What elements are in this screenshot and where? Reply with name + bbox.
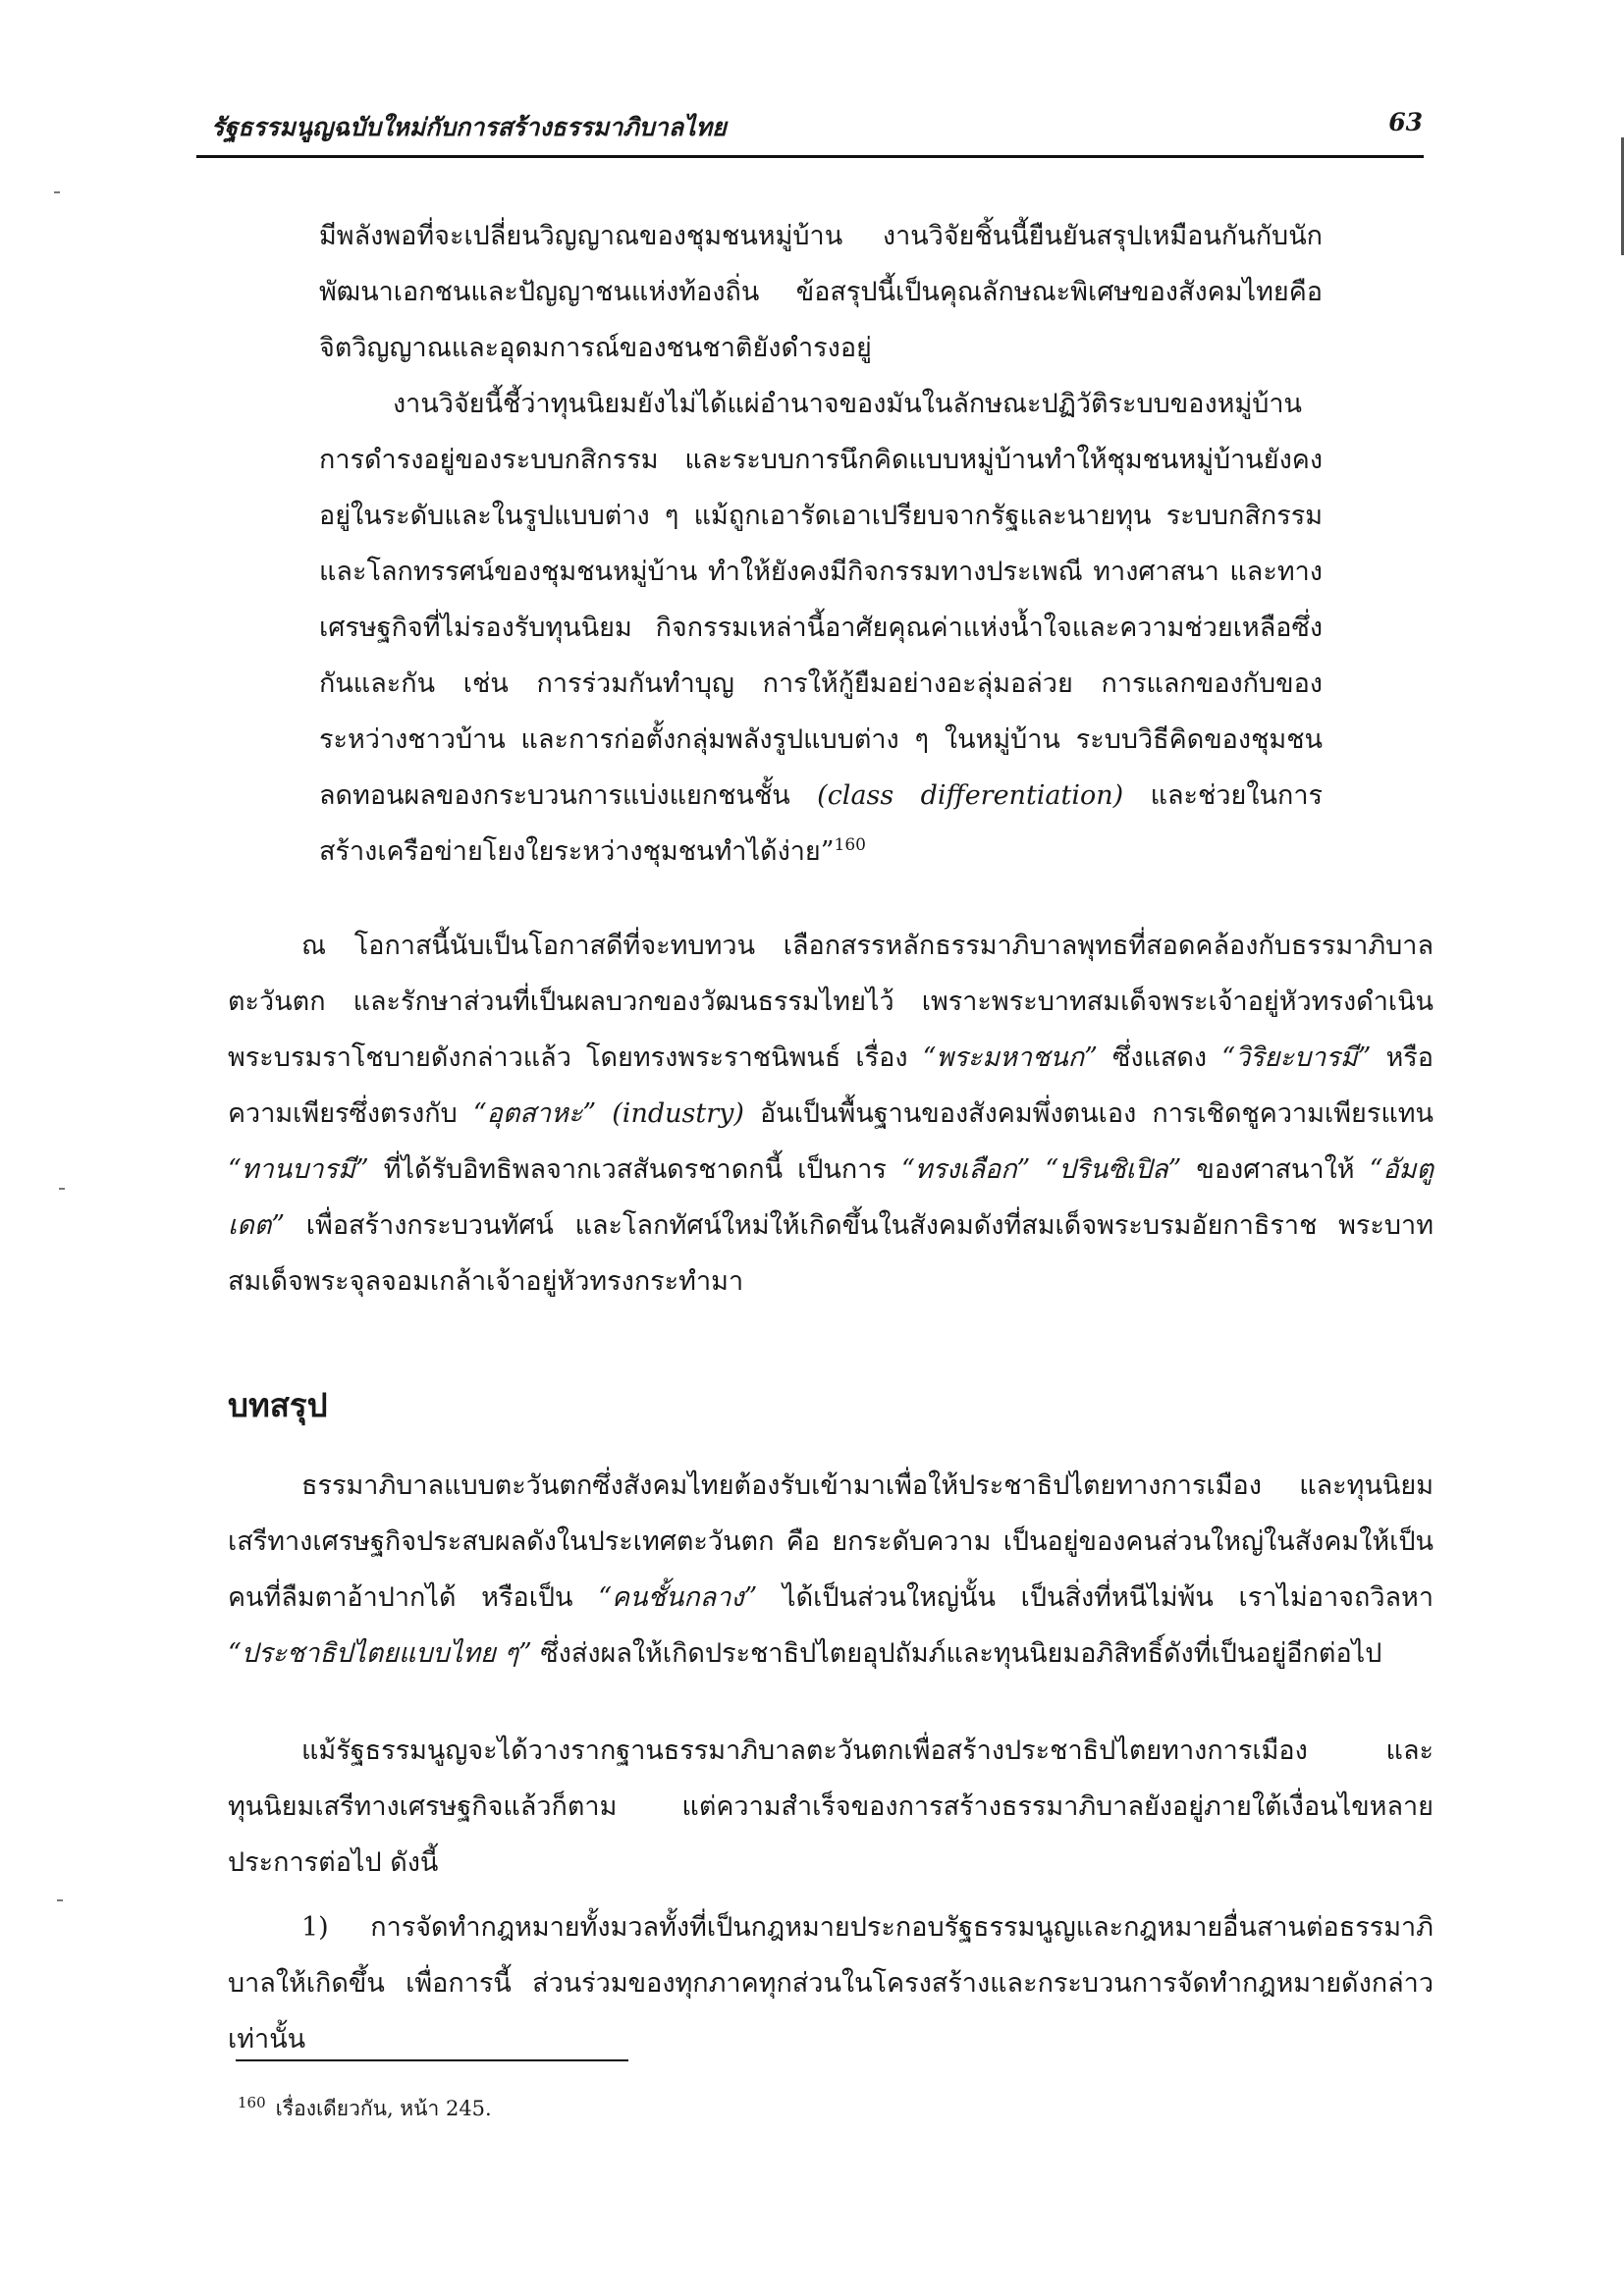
scan-speck [57, 1899, 63, 1901]
term-middle-class: “คนชั้นกลาง” [598, 1582, 758, 1613]
body-text-g: เพื่อสร้างกระบวนทัศน์ และโลกทัศน์ใหม่ให้เกิดขึ้นในสังคมดังที่สมเด็จพระบรมอัยกาธิราช พระบาทสมเด็จพระจุลจอมเกล้าเจ้าอยู่หัวทรงกระทำมา [228, 1210, 1434, 1297]
term-viriya: “วิริยะบารมี” [1221, 1042, 1372, 1073]
block-quote [319, 208, 1323, 880]
conclusion-text-a: ธรรมาภิบาลแบบตะวันตกซึ่งสังคมไทยต้องรับเข้ามาเพื่อให้ประชาธิปไตยทางการเมือง และทุนนิยมเสรีทางเศรษฐกิจประสบผลดังในประเทศตะวันตก คือ ยกระดับความ เป็นอยู่ของคนส่วนใหญ่ในสังคมให้เป็นคนที่ลืมตาอ้าปากได้ หรือเป็น [228, 1470, 1434, 1613]
footnote-text: เรื่องเดียวกัน, หน้า 245. [275, 2097, 492, 2120]
footnote-rule [236, 2059, 628, 2061]
quote-paragraph-2 [319, 376, 1323, 880]
term-utsaha: “อุตสาหะ” (industry) [472, 1098, 744, 1129]
footnote-reference: 160 [834, 835, 866, 855]
running-title: รัฐธรรมนูญฉบับใหม่กับการสร้างธรรมาภิบาลไทย [211, 113, 727, 141]
term-update: “อัมตูเดต” [228, 1154, 1434, 1241]
quote-text-a: งานวิจัยนี้ชี้ว่าทุนนิยมยังไม่ได้แผ่อำนาจของมันในลักษณะปฏิวัติระบบของหมู่บ้าน การดำรงอยู่ของระบบกสิกรรม และระบบการนึกคิดแบบหมู่บ้านทำให้ชุมชนหมู่บ้านยังคงอยู่ในระดับและในรูปแบบต่าง ๆ แม้ถูกเอารัดเอาเปรียบจากรัฐและนายทุน ระบบกสิกรรมและโลกทรรศน์ของชุมชนหมู่บ้าน ทำให้ยังคงมีกิจกรรมทางประเพณี ทางศาสนา และทางเศรษฐกิจที่ไม่รองรับทุนนิยม กิจกรรมเหล่านี้อาศัยคุณค่าแห่งน้ำใจและความช่วยเหลือซึ่งกันและกัน เช่น การร่วมกันทำบุญ การให้กู้ยืมอย่างอะลุ่มอล่วย การแลกของกับของระหว่างชาวบ้าน และการก่อตั้งกลุ่มพลังรูปแบบต่าง ๆ ในหมู่บ้าน ระบบวิธีคิดของชุมชนลดทอนผลของกระบวนการแบ่งแยกชนชั้น [319, 389, 1323, 811]
scan-speck [54, 191, 60, 193]
quote-text-b: และช่วยในการสร้างเครือข่ายโยงใยระหว่างชุมชนทำได้ง่าย” [319, 780, 1323, 867]
footnote-number: 160 [238, 2094, 266, 2111]
conclusion-text-b: ได้เป็นส่วนใหญ่นั้น เป็นสิ่งที่หนีไม่พ้น เราไม่อาจถวิลหา [757, 1582, 1434, 1613]
body-text-d: อันเป็นพื้นฐานของสังคมพึ่งตนเอง การเชิดชูความเพียรแทน [743, 1098, 1434, 1129]
scan-speck [59, 1188, 65, 1190]
quote-paragraph-1: มีพลังพอที่จะเปลี่ยนวิญญาณของชุมชนหมู่บ้าน งานวิจัยชิ้นนี้ยืนยันสรุปเหมือนกันกับนักพัฒนาเอกชนและปัญญาชนแห่งท้องถิ่น ข้อสรุปนี้เป็นคุณลักษณะพิเศษของสังคมไทยคือจิตวิญญาณและอุดมการณ์ของชนชาติยังดำรงอยู่ [319, 221, 1323, 363]
header-rule [196, 155, 1424, 158]
section-heading: บทสรุป [228, 1386, 328, 1424]
body-text-c: หรือความเพียรซึ่งตรงกับ [228, 1042, 1434, 1129]
quote-english-term: (class differentiation) [817, 780, 1124, 811]
footnote [238, 2093, 492, 2125]
conclusion-text-c: ซึ่งส่งผลให้เกิดประชาธิปไตยอุปถัมภ์และทุนนิยมอภิสิทธิ์ดังที่เป็นอยู่อีกต่อไป [531, 1638, 1382, 1669]
body-text-f: ของศาสนาให้ [1181, 1154, 1370, 1185]
term-principle: “ทรงเลือก” “ปรินซิเปิล” [900, 1154, 1182, 1185]
body-text-a: ณ โอกาสนี้นับเป็นโอกาสดีที่จะทบทวน เลือกสรรหลักธรรมาภิบาลพุทธที่สอดคล้องกับธรรมาภิบาลตะวันตก และรักษาส่วนที่เป็นผลบวกของวัฒนธรรมไทยไว้ เพราะพระบาทสมเด็จพระเจ้าอยู่หัวทรงดำเนินพระบรมราโชบายดังกล่าวแล้ว โดยทรงพระราชนิพนธ์ เรื่อง [228, 931, 1434, 1073]
conclusion-paragraph-2: แม้รัฐธรรมนูญจะได้วางรากฐานธรรมาภิบาลตะวันตกเพื่อสร้างประชาธิปไตยทางการเมือง และทุนนิยมเสรีทางเศรษฐกิจแล้วก็ตาม แต่ความสำเร็จของการสร้างธรรมาภิบาลยังอยู่ภายใต้เงื่อนไขหลายประการต่อไป ดังนี้ [228, 1735, 1434, 1878]
term-thai-democracy: “ประชาธิปไตยแบบไทย ๆ” [228, 1638, 532, 1669]
body-paragraph [228, 918, 1434, 1309]
term-mahajanaka: “พระมหาชนก” [922, 1042, 1098, 1073]
body-text-e: ที่ได้รับอิทธิพลจากเวสสันดรชาดกนี้ เป็นการ [368, 1154, 901, 1185]
conclusion-paragraph-1 [228, 1458, 1434, 1682]
conclusion-list-item-1: 1) การจัดทำกฎหมายทั้งมวลทั้งที่เป็นกฎหมายประกอบรัฐธรรมนูญและกฎหมายอื่นสานต่อธรรมาภิบาลให้เกิดขึ้น เพื่อการนี้ ส่วนร่วมของทุกภาคทุกส่วนในโครงสร้างและกระบวนการจัดทำกฎหมายดังกล่าวเท่านั้น [228, 1912, 1434, 2055]
page-number: 63 [1388, 108, 1423, 136]
body-text-b: ซึ่งแสดง [1097, 1042, 1222, 1073]
term-thana: “ทานบารมี” [228, 1154, 369, 1185]
